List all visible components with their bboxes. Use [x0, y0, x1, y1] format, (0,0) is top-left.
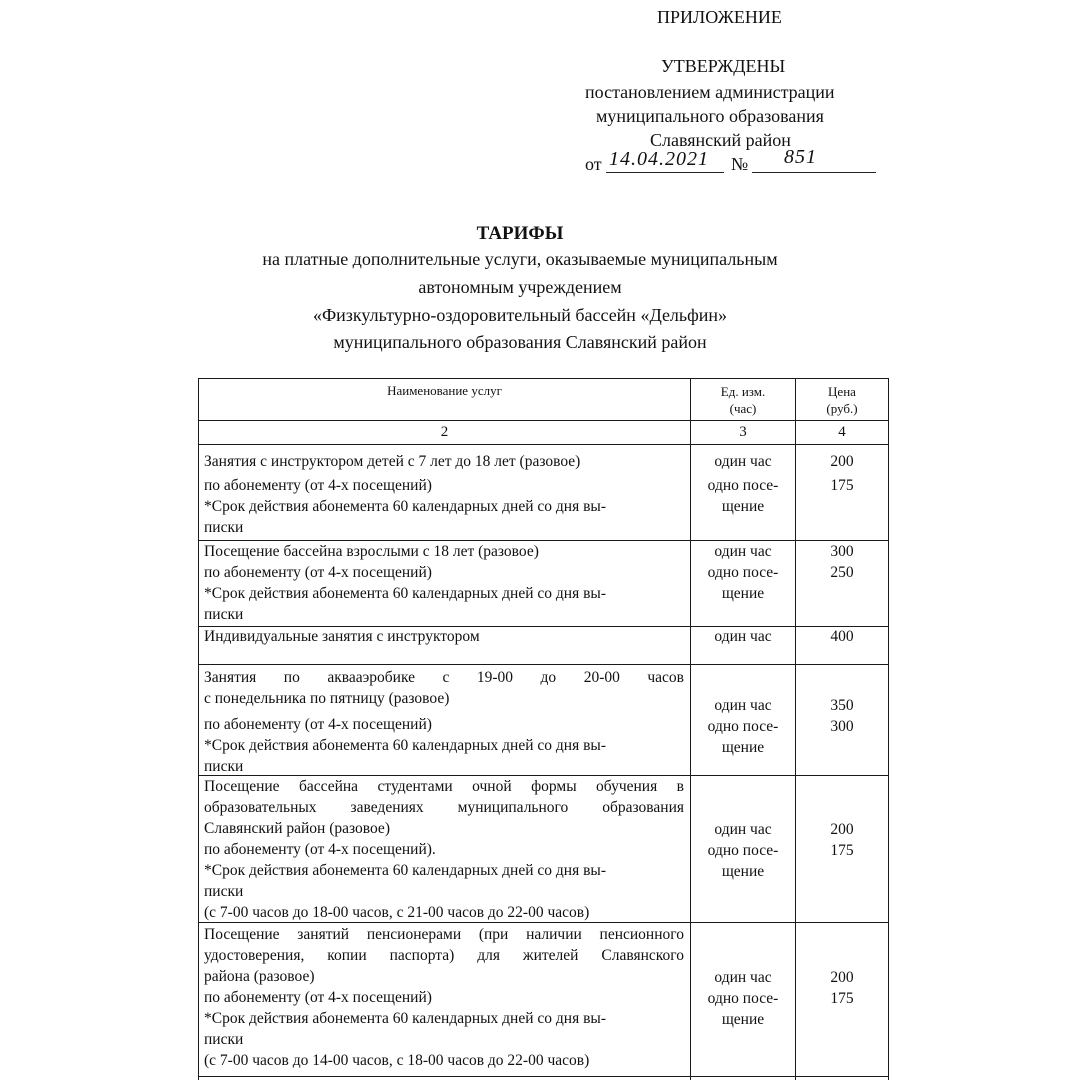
row-6-line-5: *Срок действия абонемента 60 календарных дней со дня вы-	[204, 1010, 606, 1027]
number-value: 851	[784, 146, 817, 168]
row-5-price-1: 200	[830, 821, 854, 838]
row-5-price	[796, 819, 888, 861]
row-5-line-1: Посещение бассейна студентами очной формы обучения в	[204, 778, 684, 795]
date-prefix: от	[585, 154, 602, 174]
row-4-line-2: с понедельника по пятницу (разовое)	[204, 690, 450, 707]
row-4-unit-3: щение	[721, 739, 765, 756]
table-row	[204, 924, 684, 1071]
row-4-line-1: Занятия по аквааэробике с 19-00 до 20-00 часов	[204, 669, 684, 686]
row-3-unit	[691, 626, 795, 647]
row-4-price-2: 300	[830, 718, 854, 735]
approved-label: УТВЕРЖДЕНЫ	[661, 56, 786, 76]
title-line-4: муниципального образования Славянский район	[333, 332, 707, 352]
row-6-line-4: по абонементу (от 4-х посещений)	[204, 989, 432, 1006]
approved-line-2: муниципального образования	[596, 106, 824, 126]
row-5-line-4: по абонементу (от 4-х посещений).	[204, 841, 436, 858]
row-6-unit-2: одно посе-	[707, 990, 779, 1007]
row-2-unit	[691, 541, 795, 604]
row-1-line-3: *Срок действия абонемента 60 календарных дней со дня вы-	[204, 498, 606, 515]
row-6-price	[796, 967, 888, 1009]
table-row	[204, 451, 684, 538]
row-2-price-1: 300	[830, 543, 854, 560]
row-3-price	[796, 626, 888, 647]
row-1-price	[796, 451, 888, 496]
row-1-line-2: по абонементу (от 4-х посещений)	[204, 477, 432, 494]
row-1-unit-2: одно посе-	[707, 477, 779, 494]
row-6-price-2: 175	[830, 990, 854, 1007]
number-underline	[752, 172, 876, 173]
row-5-price-2: 175	[830, 842, 854, 859]
number-prefix: №	[731, 154, 749, 174]
row-6-price-1: 200	[830, 969, 854, 986]
table-row-divider-3	[198, 664, 889, 665]
row-4-price	[796, 695, 888, 737]
row-5-line-5: *Срок действия абонемента 60 календарных дней со дня вы-	[204, 862, 606, 879]
row-1-price-1: 200	[830, 453, 854, 470]
table-row	[204, 541, 684, 625]
row-2-price	[796, 541, 888, 583]
row-1-unit-3: щение	[721, 498, 765, 515]
row-2-line-4: писки	[204, 606, 244, 623]
row-5-unit-3: щение	[721, 863, 765, 880]
row-5-line-3: Славянский район (разовое)	[204, 820, 390, 837]
row-6-unit-1: один час	[714, 969, 772, 986]
row-6-unit-3: щение	[721, 1011, 765, 1028]
column-number-2: 2	[440, 424, 449, 440]
row-4-unit-1: один час	[714, 697, 772, 714]
title-line-1: на платные дополнительные услуги, оказываемые муниципальным	[262, 249, 778, 269]
row-6-line-2: удостоверения, копии паспорта) для жителей Славянского	[204, 947, 684, 964]
row-1-unit	[691, 451, 795, 517]
row-1-line-1: Занятия с инструктором детей с 7 лет до 18 лет (разовое)	[204, 453, 581, 470]
row-4-unit-2: одно посе-	[707, 718, 779, 735]
row-6-line-7: (с 7-00 часов до 14-00 часов, с 18-00 часов до 22-00 часов)	[204, 1052, 590, 1069]
column-number-3: 3	[739, 424, 747, 440]
table-bottom-border	[198, 1076, 889, 1077]
row-2-line-3: *Срок действия абонемента 60 календарных дней со дня вы-	[204, 585, 606, 602]
table-left-border	[198, 378, 199, 1080]
title-line-2: автономным учреждением	[418, 277, 622, 297]
approved-line-3: Славянский район	[650, 130, 791, 150]
row-5-unit	[691, 819, 795, 882]
row-2-unit-2: одно посе-	[707, 564, 779, 581]
row-6-line-3: района (разовое)	[204, 968, 315, 985]
header-price-line-2: (руб.)	[826, 401, 858, 416]
row-2-line-2: по абонементу (от 4-х посещений)	[204, 564, 432, 581]
document-title: ТАРИФЫ	[476, 223, 564, 244]
title-line-3: «Физкультурно-оздоровительный бассейн «Дельфин»	[312, 305, 728, 325]
row-3-line-1: Индивидуальные занятия с инструктором	[204, 628, 480, 645]
date-value: 14.04.2021	[609, 148, 709, 170]
header-unit-line-2: (час)	[729, 401, 757, 416]
row-4-line-3: по абонементу (от 4-х посещений)	[204, 716, 432, 733]
row-2-line-1: Посещение бассейна взрослыми с 18 лет (разовое)	[204, 543, 539, 560]
column-number-4: 4	[838, 424, 846, 440]
appendix-label: ПРИЛОЖЕНИЕ	[657, 7, 782, 27]
table-row	[204, 776, 684, 923]
table-row	[204, 626, 684, 647]
row-6-unit	[691, 967, 795, 1030]
row-5-unit-2: одно посе-	[707, 842, 779, 859]
row-2-unit-3: щение	[721, 585, 765, 602]
row-2-price-2: 250	[830, 564, 854, 581]
row-6-line-6: писки	[204, 1031, 244, 1048]
header-price-line-1: Цена	[828, 384, 856, 399]
row-4-line-5: писки	[204, 758, 244, 775]
row-2-unit-1: один час	[714, 543, 772, 560]
row-1-price-2: 175	[830, 477, 854, 494]
approved-line-1: постановлением администрации	[585, 82, 835, 102]
row-4-unit	[691, 695, 795, 758]
table-right-border	[888, 378, 889, 1080]
row-1-line-4: писки	[204, 519, 244, 536]
row-3-unit-1: один час	[714, 628, 772, 645]
row-6-line-1: Посещение занятий пенсионерами (при наличии пенсионного	[204, 926, 684, 943]
row-5-line-2: образовательных заведениях муниципального образования	[204, 799, 684, 816]
row-3-price-1: 400	[830, 628, 854, 645]
table-row	[204, 667, 684, 777]
row-5-line-7: (с 7-00 часов до 18-00 часов, с 21-00 часов до 22-00 часов)	[204, 904, 590, 921]
header-service-name: Наименование услуг	[387, 383, 502, 398]
table-top-border	[198, 378, 889, 379]
row-4-line-4: *Срок действия абонемента 60 календарных дней со дня вы-	[204, 737, 606, 754]
date-underline	[606, 172, 724, 173]
row-1-unit-1: один час	[714, 453, 772, 470]
row-4-price-1: 350	[830, 697, 854, 714]
row-5-unit-1: один час	[714, 821, 772, 838]
row-5-line-6: писки	[204, 883, 244, 900]
header-unit-line-1: Ед. изм.	[720, 384, 766, 399]
table-header-divider	[198, 420, 889, 421]
table-colnum-divider	[198, 444, 889, 445]
